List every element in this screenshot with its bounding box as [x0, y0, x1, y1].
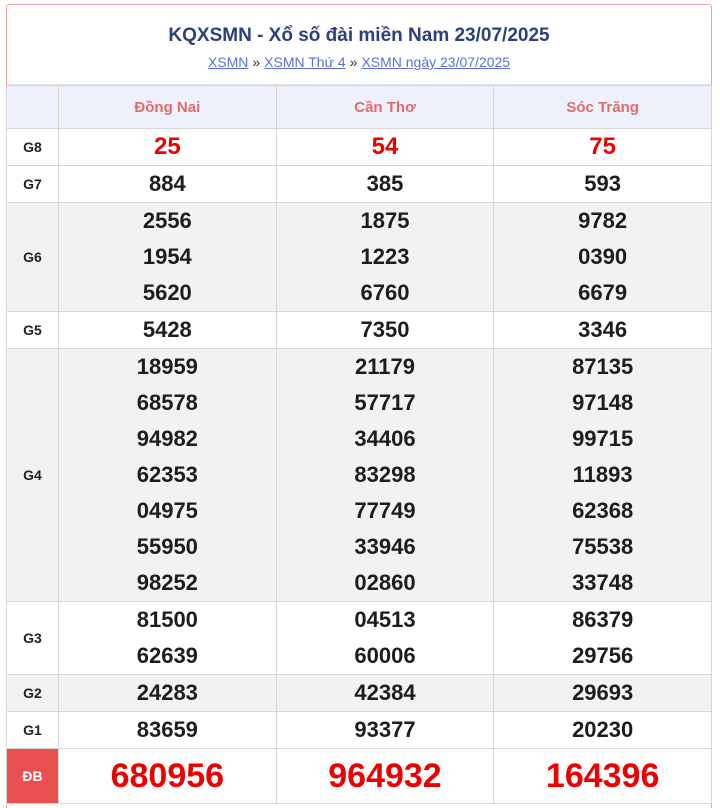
results-table [6, 85, 712, 804]
result-number: 62353 [136, 462, 198, 487]
result-number: 93377 [354, 717, 416, 742]
result-number: 33946 [354, 534, 416, 559]
result-cell [276, 349, 494, 602]
result-number: 68578 [136, 390, 198, 415]
result-number: 34406 [354, 426, 416, 451]
result-cell [276, 312, 494, 349]
result-cell [494, 203, 712, 312]
results-panel [6, 4, 712, 808]
prize-row [7, 602, 712, 675]
result-number: 55950 [136, 534, 198, 559]
result-cell [494, 675, 712, 712]
result-number: 25 [153, 133, 181, 160]
result-cell [59, 602, 277, 675]
prize-row [7, 312, 712, 349]
result-number: 18959 [136, 354, 198, 379]
result-number: 964932 [328, 757, 442, 795]
prize-label: G5 [7, 312, 59, 349]
result-number: 02860 [354, 570, 416, 595]
result-number: 20230 [572, 717, 634, 742]
result-number: 385 [366, 171, 404, 196]
result-number: 97148 [572, 390, 634, 415]
result-cell [276, 749, 494, 804]
result-number: 04975 [136, 498, 198, 523]
result-number: 0390 [578, 244, 628, 269]
result-cell [494, 349, 712, 602]
result-cell [494, 712, 712, 749]
prize-label: G8 [7, 129, 59, 166]
prize-row [7, 349, 712, 602]
breadcrumb-separator: » [349, 54, 358, 70]
prize-row [7, 203, 712, 312]
result-number: 99715 [572, 426, 634, 451]
prize-row [7, 166, 712, 203]
breadcrumb-xsmn-date-link[interactable]: XSMN ngày 23/07/2025 [361, 54, 511, 70]
result-cell [59, 129, 277, 166]
result-number: 6760 [360, 280, 410, 305]
result-number: 2556 [142, 208, 192, 233]
prize-label: G3 [7, 602, 59, 675]
result-number: 75 [589, 133, 616, 160]
prize-row [7, 129, 712, 166]
result-number: 7350 [360, 317, 410, 342]
province-header-row [7, 86, 712, 129]
result-number: 77749 [354, 498, 416, 523]
page-title: KQXSMN - Xổ số đài miền Nam 23/07/2025 [168, 25, 550, 46]
prize-label: G7 [7, 166, 59, 203]
prize-label: G2 [7, 675, 59, 712]
prize-label: G4 [7, 349, 59, 602]
result-cell [59, 675, 277, 712]
result-cell [59, 312, 277, 349]
result-number: 60006 [354, 643, 416, 668]
prize-label: ĐB [7, 749, 59, 804]
result-number: 164396 [545, 757, 660, 795]
result-cell [494, 166, 712, 203]
prize-row [7, 712, 712, 749]
prize-label: G6 [7, 203, 59, 312]
breadcrumb-xsmn-link[interactable]: XSMN [207, 54, 249, 70]
result-number: 1223 [360, 244, 410, 269]
result-number: 5620 [142, 280, 192, 305]
result-number: 1875 [360, 208, 410, 233]
prize-label: G1 [7, 712, 59, 749]
result-number: 9782 [578, 208, 628, 233]
result-cell [59, 203, 277, 312]
result-number: 6679 [578, 280, 628, 305]
result-cell [59, 166, 277, 203]
result-number: 11893 [572, 462, 633, 487]
result-number: 3346 [578, 317, 628, 342]
result-cell [494, 312, 712, 349]
result-cell [59, 349, 277, 602]
result-cell [276, 129, 494, 166]
result-cell [494, 602, 712, 675]
result-number: 62368 [572, 498, 634, 523]
result-number: 24283 [136, 680, 198, 705]
result-number: 87135 [572, 354, 634, 379]
result-number: 94982 [136, 426, 198, 451]
result-number: 62639 [136, 643, 198, 668]
province-header[interactable]: Cần Thơ [276, 86, 494, 129]
prize-row [7, 675, 712, 712]
breadcrumb [7, 53, 711, 71]
result-number: 04513 [354, 607, 416, 632]
result-cell [276, 675, 494, 712]
results-header [7, 5, 711, 85]
result-cell [59, 712, 277, 749]
result-number: 29756 [572, 643, 634, 668]
result-number: 29693 [572, 680, 634, 705]
result-number: 83659 [136, 717, 198, 742]
result-number: 83298 [354, 462, 416, 487]
result-number: 680956 [110, 757, 225, 795]
result-number: 54 [371, 133, 399, 160]
breadcrumb-separator: » [252, 54, 261, 70]
breadcrumb-xsmn-thu4-link[interactable]: XSMN Thứ 4 [264, 54, 346, 70]
result-cell [59, 749, 277, 804]
result-cell [276, 203, 494, 312]
result-cell [276, 166, 494, 203]
result-cell [494, 129, 712, 166]
result-number: 21179 [355, 354, 415, 379]
result-number: 81500 [136, 607, 198, 632]
result-cell [494, 749, 712, 804]
result-number: 98252 [136, 570, 198, 595]
result-number: 5428 [142, 317, 192, 342]
result-number: 884 [148, 171, 186, 196]
result-number: 593 [584, 171, 622, 196]
result-number: 86379 [572, 607, 634, 632]
result-cell [276, 712, 494, 749]
result-number: 57717 [354, 390, 416, 415]
result-number: 42384 [354, 680, 416, 705]
province-header[interactable]: Đồng Nai [59, 86, 277, 129]
prize-column-header [7, 86, 59, 129]
result-number: 33748 [572, 570, 634, 595]
result-cell [276, 602, 494, 675]
province-header[interactable]: Sóc Trăng [494, 86, 712, 129]
result-number: 75538 [572, 534, 634, 559]
result-number: 1954 [142, 244, 192, 269]
prize-row [7, 749, 712, 804]
